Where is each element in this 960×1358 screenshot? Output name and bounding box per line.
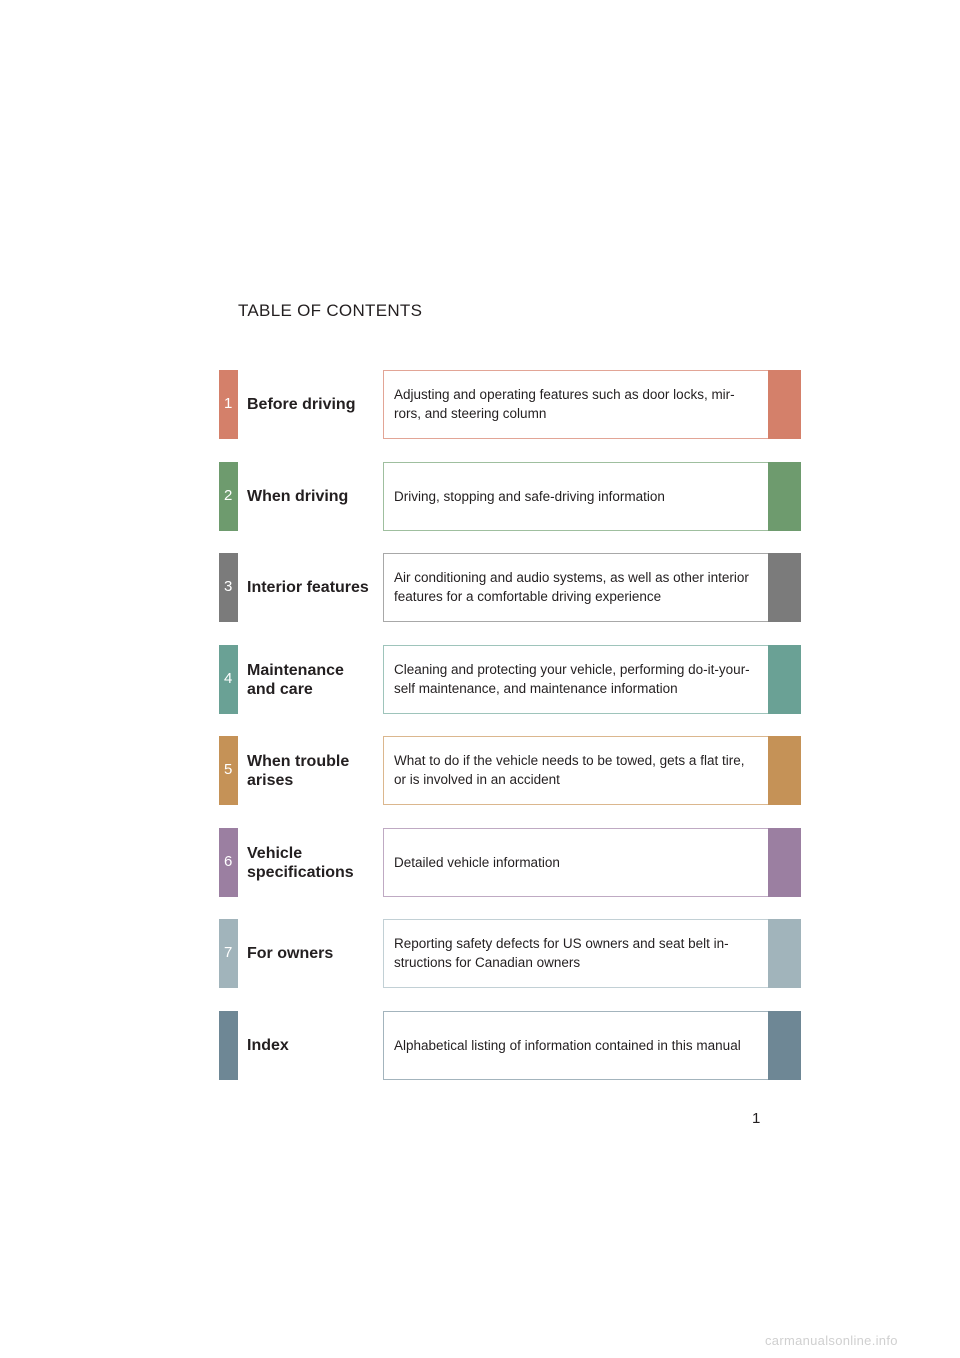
section-title-line: For owners (247, 945, 334, 962)
section-title-line: Maintenance (247, 662, 344, 679)
watermark: carmanualsonline.info (765, 1333, 898, 1348)
section-description (394, 934, 762, 972)
toc-row[interactable] (219, 919, 801, 988)
section-tab (219, 919, 238, 988)
section-description (394, 853, 762, 872)
toc-row[interactable] (219, 462, 801, 531)
section-description (394, 487, 762, 506)
section-color-bar (768, 553, 801, 622)
toc-row[interactable] (219, 645, 801, 714)
section-color-bar (768, 462, 801, 531)
section-description (394, 1036, 762, 1055)
section-description-line: Detailed vehicle information (394, 855, 560, 870)
toc-row[interactable] (219, 1011, 801, 1080)
section-color-bar (768, 370, 801, 439)
section-color-bar (768, 645, 801, 714)
section-number: 1 (224, 395, 233, 412)
toc-row[interactable] (219, 553, 801, 622)
section-title-line: Before driving (247, 396, 356, 413)
section-title-line: When trouble (247, 753, 350, 770)
section-description (394, 660, 762, 698)
toc-row[interactable] (219, 370, 801, 439)
section-number: 5 (224, 761, 233, 778)
section-title-line: Vehicle (247, 845, 303, 862)
section-description-box (383, 828, 769, 897)
section-description-line: Driving, stopping and safe-driving information (394, 489, 665, 504)
section-title-line: Index (247, 1037, 289, 1054)
section-description (394, 751, 762, 789)
section-description-line: rors, and steering column (394, 406, 547, 421)
section-title-line: Interior features (247, 579, 369, 596)
section-description-box (383, 370, 769, 439)
section-description-line: self maintenance, and maintenance information (394, 681, 678, 696)
section-title[interactable] (247, 752, 387, 790)
section-description-box (383, 1011, 769, 1080)
section-description-line: structions for Canadian owners (394, 955, 581, 970)
section-description-box (383, 919, 769, 988)
section-title[interactable] (247, 844, 387, 882)
section-color-bar (768, 919, 801, 988)
section-title[interactable] (247, 661, 387, 699)
section-description (394, 385, 762, 423)
section-color-bar (768, 736, 801, 805)
section-title[interactable] (247, 1036, 387, 1055)
section-title-line: and care (247, 681, 313, 698)
section-description-line: Adjusting and operating features such as door locks, mir- (394, 387, 735, 402)
section-tab (219, 736, 238, 805)
section-description-line: Cleaning and protecting your vehicle, performing do-it-your- (394, 662, 750, 677)
section-title-line: When driving (247, 488, 349, 505)
section-number: 3 (224, 578, 233, 595)
section-tab (219, 462, 238, 531)
section-number: 2 (224, 487, 233, 504)
section-description-line: Reporting safety defects for US owners and seat belt in- (394, 936, 729, 951)
section-tab (219, 1011, 238, 1080)
section-tab (219, 828, 238, 897)
section-tab (219, 645, 238, 714)
section-description-box (383, 736, 769, 805)
section-description-line: What to do if the vehicle needs to be towed, gets a flat tire, (394, 753, 745, 768)
section-color-bar (768, 1011, 801, 1080)
section-number: 7 (224, 944, 233, 961)
section-description-line: Air conditioning and audio systems, as well as other interior (394, 570, 749, 585)
section-title[interactable] (247, 578, 387, 597)
section-description-box (383, 553, 769, 622)
section-color-bar (768, 828, 801, 897)
section-description-line: or is involved in an accident (394, 772, 560, 787)
page-number: 1 (752, 1110, 761, 1127)
section-description (394, 568, 762, 606)
section-tab (219, 370, 238, 439)
page-title: TABLE OF CONTENTS (238, 301, 423, 320)
toc-row[interactable] (219, 828, 801, 897)
section-number: 4 (224, 670, 233, 687)
section-tab (219, 553, 238, 622)
section-description-box (383, 462, 769, 531)
section-title[interactable] (247, 487, 387, 506)
section-title[interactable] (247, 395, 387, 414)
section-description-line: features for a comfortable driving experience (394, 589, 662, 604)
section-title-line: specifications (247, 864, 354, 881)
section-description-line: Alphabetical listing of information contained in this manual (394, 1038, 741, 1053)
section-number: 6 (224, 853, 233, 870)
section-description-box (383, 645, 769, 714)
section-title-line: arises (247, 772, 294, 789)
toc-row[interactable] (219, 736, 801, 805)
section-title[interactable] (247, 944, 387, 963)
